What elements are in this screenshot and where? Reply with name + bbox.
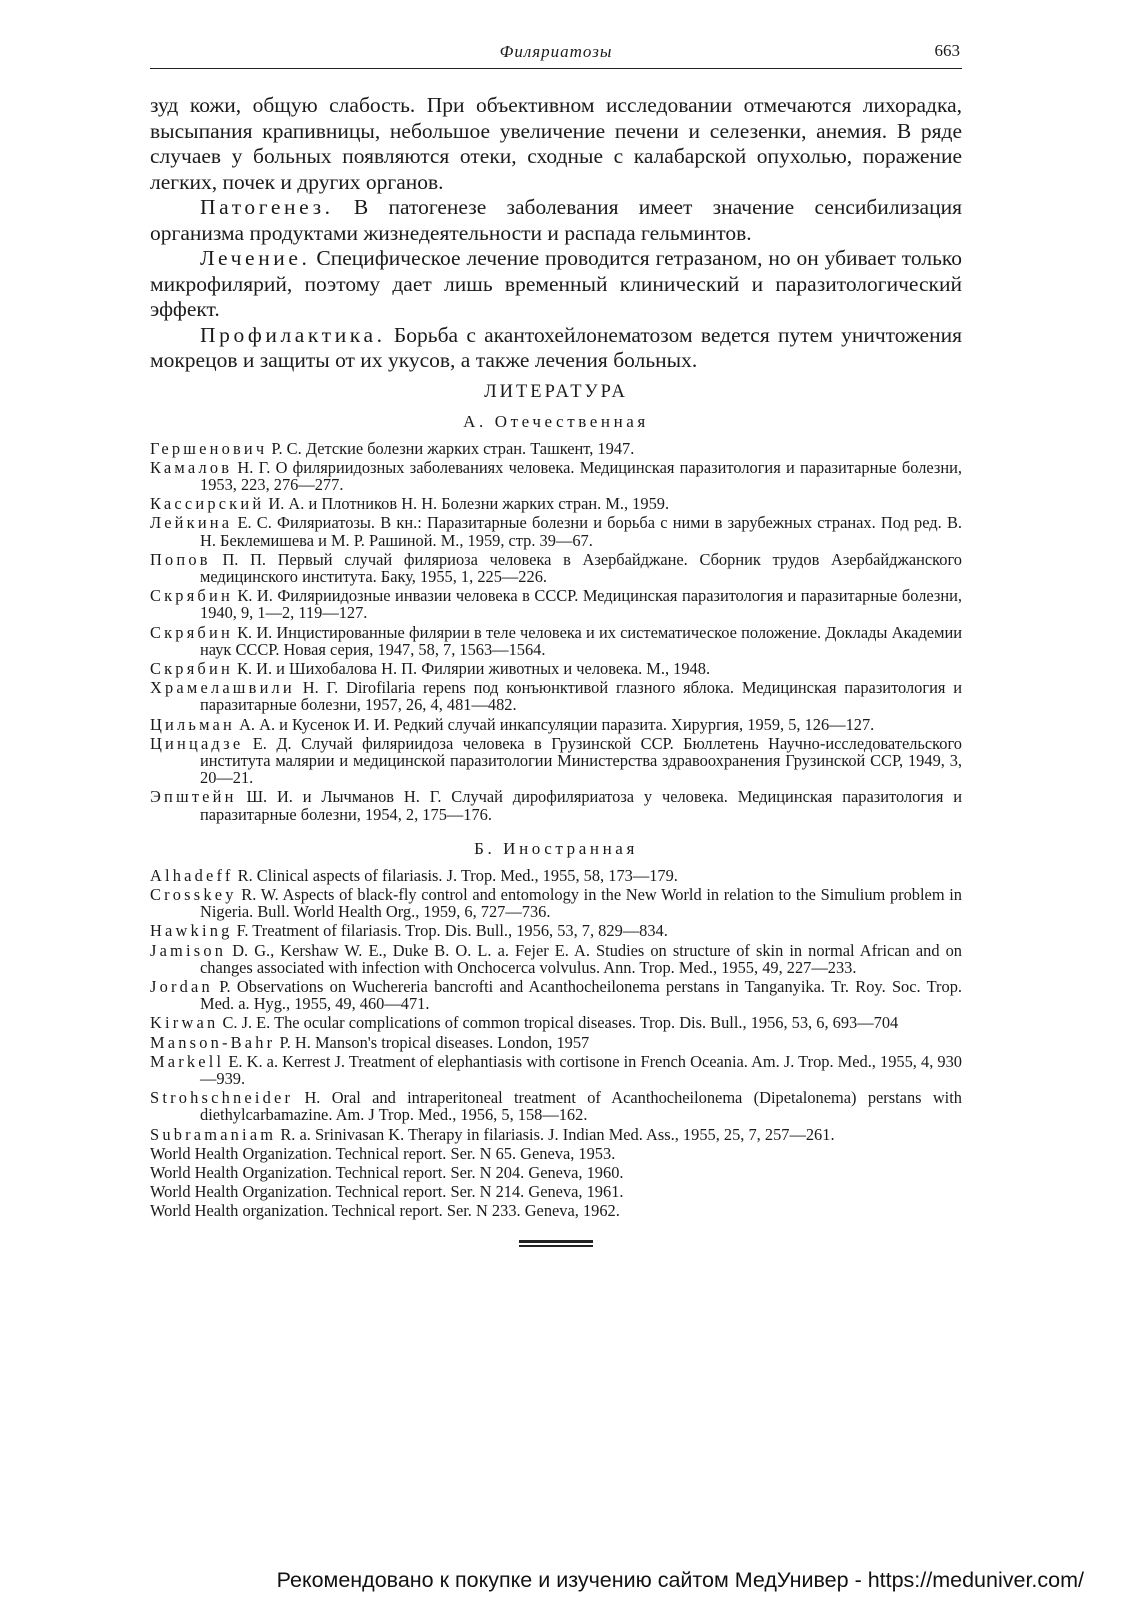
reference-text: C. J. E. The ocular complications of common tropical diseases. Trop. Dis. Bull., 1956, 53, 6, 693—704 bbox=[218, 1013, 899, 1033]
reference-item bbox=[150, 1164, 962, 1181]
reference-item bbox=[150, 886, 962, 920]
paragraph-symptoms: зуд кожи, общую слабость. При объективном исследовании отмечаются лихорадка, высыпания крапивницы, небольшое увеличение печени и селезенки, анемия. В ряде случаев у больных появляются отеки, сходные с калабарской опухолью, поражение легких, почек и других органов. bbox=[150, 93, 962, 194]
reference-author: Crosskey bbox=[150, 884, 237, 904]
reference-item bbox=[150, 679, 962, 713]
reference-item bbox=[150, 624, 962, 658]
reference-text: World Health Organization. Technical report. Ser. N 214. Geneva, 1961. bbox=[150, 1182, 624, 1202]
reference-author: Гершенович bbox=[150, 438, 268, 458]
reference-text: D. G., Kershaw W. E., Duke B. O. L. a. Fejer E. A. Studies on structure of skin in normal African and on changes associated with infection with Onchocerca volvulus. Ann. Trop. Med., 1955, 49, 227—233. bbox=[200, 940, 962, 977]
reference-text: R. W. Aspects of black-fly control and entomology in the New World in relation to the Simulium problem in Nigeria. Bull. World Health Org., 1959, 6, 727—736. bbox=[200, 884, 962, 922]
reference-item bbox=[150, 587, 962, 621]
reference-item bbox=[150, 1202, 962, 1219]
reference-item bbox=[150, 440, 962, 457]
end-rule bbox=[519, 1240, 593, 1247]
reference-text: P. Observations on Wuchereria bancrofti and Acanthocheilonema perstans in Tanganyika. Tr. Roy. Soc. Trop. Med. a. Hyg., 1955, 49, 460—471. bbox=[200, 976, 962, 1014]
reference-text: К. И. Филяриидозные инвазии человека в СССР. Медицинская паразитология и паразитарные болезни, 1940, 9, 1—2, 119—127. bbox=[200, 586, 962, 623]
pathogenesis-text: В патогенезе заболевания имеет значение сенсибилизация организма продуктами жизнедеятельности и распада гельминтов. bbox=[150, 195, 962, 245]
reference-author: Jamison bbox=[150, 940, 227, 960]
reference-item bbox=[150, 495, 962, 512]
page-number: 663 bbox=[934, 41, 960, 60]
reference-text: H. Oral and intraperitoneal treatment of Acanthocheilonema (Dipetalonema) perstans with diethylcarbamazine. Am. J Trop. Med., 1956, 5, 158—162. bbox=[200, 1088, 962, 1125]
reference-author: Hawking bbox=[150, 921, 233, 941]
reference-item bbox=[150, 1145, 962, 1162]
pathogenesis-heading: Патогенез. bbox=[200, 195, 334, 219]
paragraph-prevention bbox=[150, 323, 962, 374]
reference-text: П. П. Первый случай филяриоза человека в Азербайджане. Сборник трудов Азербайджанского медицинского института. Баку, 1955, 1, 225—226. bbox=[200, 549, 962, 586]
reference-author: Alhadeff bbox=[150, 865, 234, 885]
reference-author: Markell bbox=[150, 1051, 225, 1071]
reference-text: R. a. Srinivasan K. Therapy in filariasis. J. Indian Med. Ass., 1955, 25, 7, 257—261. bbox=[276, 1124, 835, 1144]
treatment-text: Специфическое лечение проводится гетразаном, но он убивает только микрофилярий, поэтому дает лишь временный клинический и паразитологический эффект. bbox=[150, 246, 962, 321]
foreign-section-title: Б. Иностранная bbox=[474, 838, 638, 858]
reference-author: Скрябин bbox=[150, 622, 233, 642]
reference-text: R. Clinical aspects of filariasis. J. Trop. Med., 1955, 58, 173—179. bbox=[233, 865, 678, 885]
reference-item bbox=[150, 1126, 962, 1143]
reference-text: А. А. и Кусенок И. И. Редкий случай инкапсуляции паразита. Хирургия, 1959, 5, 126—127. bbox=[234, 714, 875, 734]
reference-author: Цильман bbox=[150, 714, 235, 734]
reference-item bbox=[150, 660, 962, 677]
reference-author: Kirwan bbox=[150, 1013, 219, 1033]
reference-author: Камалов bbox=[150, 457, 233, 477]
reference-author: Скрябин bbox=[150, 586, 233, 606]
main-text bbox=[150, 93, 962, 374]
prevention-text: Борьба с акантохейлонематозом ведется путем уничтожения мокрецов и защиты от их укусов, а также лечения больных. bbox=[150, 322, 962, 372]
reference-author: Храмелашвили bbox=[150, 678, 295, 698]
reference-author: Попов bbox=[150, 549, 211, 569]
reference-text: P. H. Manson's tropical diseases. London, 1957 bbox=[275, 1032, 590, 1052]
reference-author: Subramaniam bbox=[150, 1124, 277, 1144]
reference-text: Н. Г. Dirofilaria repens под конъюнктивой глазного яблока. Медицинская паразитология и паразитарные болезни, 1957, 26, 4, 481—482. bbox=[200, 678, 962, 715]
reference-text: Е. С. Филяриатозы. В кн.: Паразитарные болезни и борьба с ними в зарубежных странах. Под ред. В. Н. Беклемишева и М. Р. Рашиной. М., 1959, стр. 39—67. bbox=[200, 513, 962, 550]
reference-author: Strohschneider bbox=[150, 1088, 294, 1108]
reference-item bbox=[150, 788, 962, 822]
prevention-heading: Профилактика. bbox=[200, 322, 386, 347]
reference-item bbox=[150, 1034, 962, 1051]
running-title: Филяриатозы bbox=[499, 42, 613, 61]
reference-item bbox=[150, 459, 962, 493]
reference-text: К. И. Инцистированные филярии в теле человека и их систематическое положение. Доклады Академии наук СССР. Новая серия, 1947, 58, 7, 1563—1564. bbox=[200, 622, 962, 659]
reference-author: Кассирский bbox=[150, 494, 265, 514]
reference-item bbox=[150, 922, 962, 939]
reference-item bbox=[150, 942, 962, 976]
reference-text: World Health Organization. Technical report. Ser. N 65. Geneva, 1953. bbox=[150, 1143, 616, 1163]
reference-author: Manson-Bahr bbox=[150, 1032, 276, 1052]
reference-item bbox=[150, 1014, 962, 1031]
reference-author: Лейкина bbox=[150, 513, 233, 533]
book-page bbox=[150, 38, 962, 1249]
reference-item bbox=[150, 1183, 962, 1200]
domestic-reference-list bbox=[150, 440, 962, 823]
reference-author: Эпштейн bbox=[150, 787, 237, 807]
reference-item bbox=[150, 514, 962, 548]
reference-item bbox=[150, 735, 962, 787]
paragraph-treatment bbox=[150, 246, 962, 323]
reference-item bbox=[150, 551, 962, 585]
reference-item bbox=[150, 1053, 962, 1087]
running-header bbox=[150, 38, 962, 69]
reference-text: К. И. и Шихобалова Н. П. Филярии животных и человека. М., 1948. bbox=[232, 658, 711, 678]
reference-text: Ш. И. и Лычманов Н. Г. Случай дирофиляриатоза у человека. Медицинская паразитология и паразитарные болезни, 1954, 2, 175—176. bbox=[200, 787, 962, 824]
paragraph-pathogenesis bbox=[150, 195, 962, 246]
promo-footer: Рекомендовано к покупке и изучению сайтом МедУнивер - https://meduniver.com/ bbox=[276, 1568, 1084, 1592]
treatment-heading: Лечение. bbox=[200, 246, 311, 270]
reference-author: Скрябин bbox=[150, 658, 233, 678]
reference-text: Н. Г. О филяриидозных заболеваниях человека. Медицинская паразитология и паразитарные болезни, 1953, 223, 276—277. bbox=[200, 457, 962, 494]
literature-title: ЛИТЕРАТУРА bbox=[484, 381, 628, 402]
reference-author: Jordan bbox=[150, 976, 213, 996]
reference-text: F. Treatment of filariasis. Trop. Dis. Bull., 1956, 53, 7, 829—834. bbox=[232, 921, 668, 941]
reference-text: Е. Д. Случай филяриидоза человека в Грузинской ССР. Бюллетень Научно-исследовательского института малярии и медицинской паразитологии Министерства здравоохранения Грузинской ССР, 1949, 3, 20—21. bbox=[200, 733, 962, 788]
reference-text: И. А. и Плотников Н. Н. Болезни жарких стран. М., 1959. bbox=[264, 494, 670, 514]
reference-item bbox=[150, 978, 962, 1012]
reference-author: Цинцадзе bbox=[150, 733, 244, 753]
reference-item bbox=[150, 1089, 962, 1123]
reference-item bbox=[150, 867, 962, 884]
reference-text: E. K. a. Kerrest J. Treatment of elephantiasis with cortisone in French Oceania. Am. J. Trop. Med., 1955, 4, 930—939. bbox=[200, 1051, 962, 1088]
domestic-section-title: А. Отечественная bbox=[463, 411, 649, 431]
reference-text: World Health Organization. Technical report. Ser. N 204. Geneva, 1960. bbox=[150, 1163, 624, 1183]
reference-text: World Health organization. Technical report. Ser. N 233. Geneva, 1962. bbox=[150, 1201, 620, 1221]
foreign-reference-list bbox=[150, 867, 962, 1220]
reference-text: Р. С. Детские болезни жарких стран. Ташкент, 1947. bbox=[267, 438, 635, 458]
reference-item bbox=[150, 716, 962, 733]
